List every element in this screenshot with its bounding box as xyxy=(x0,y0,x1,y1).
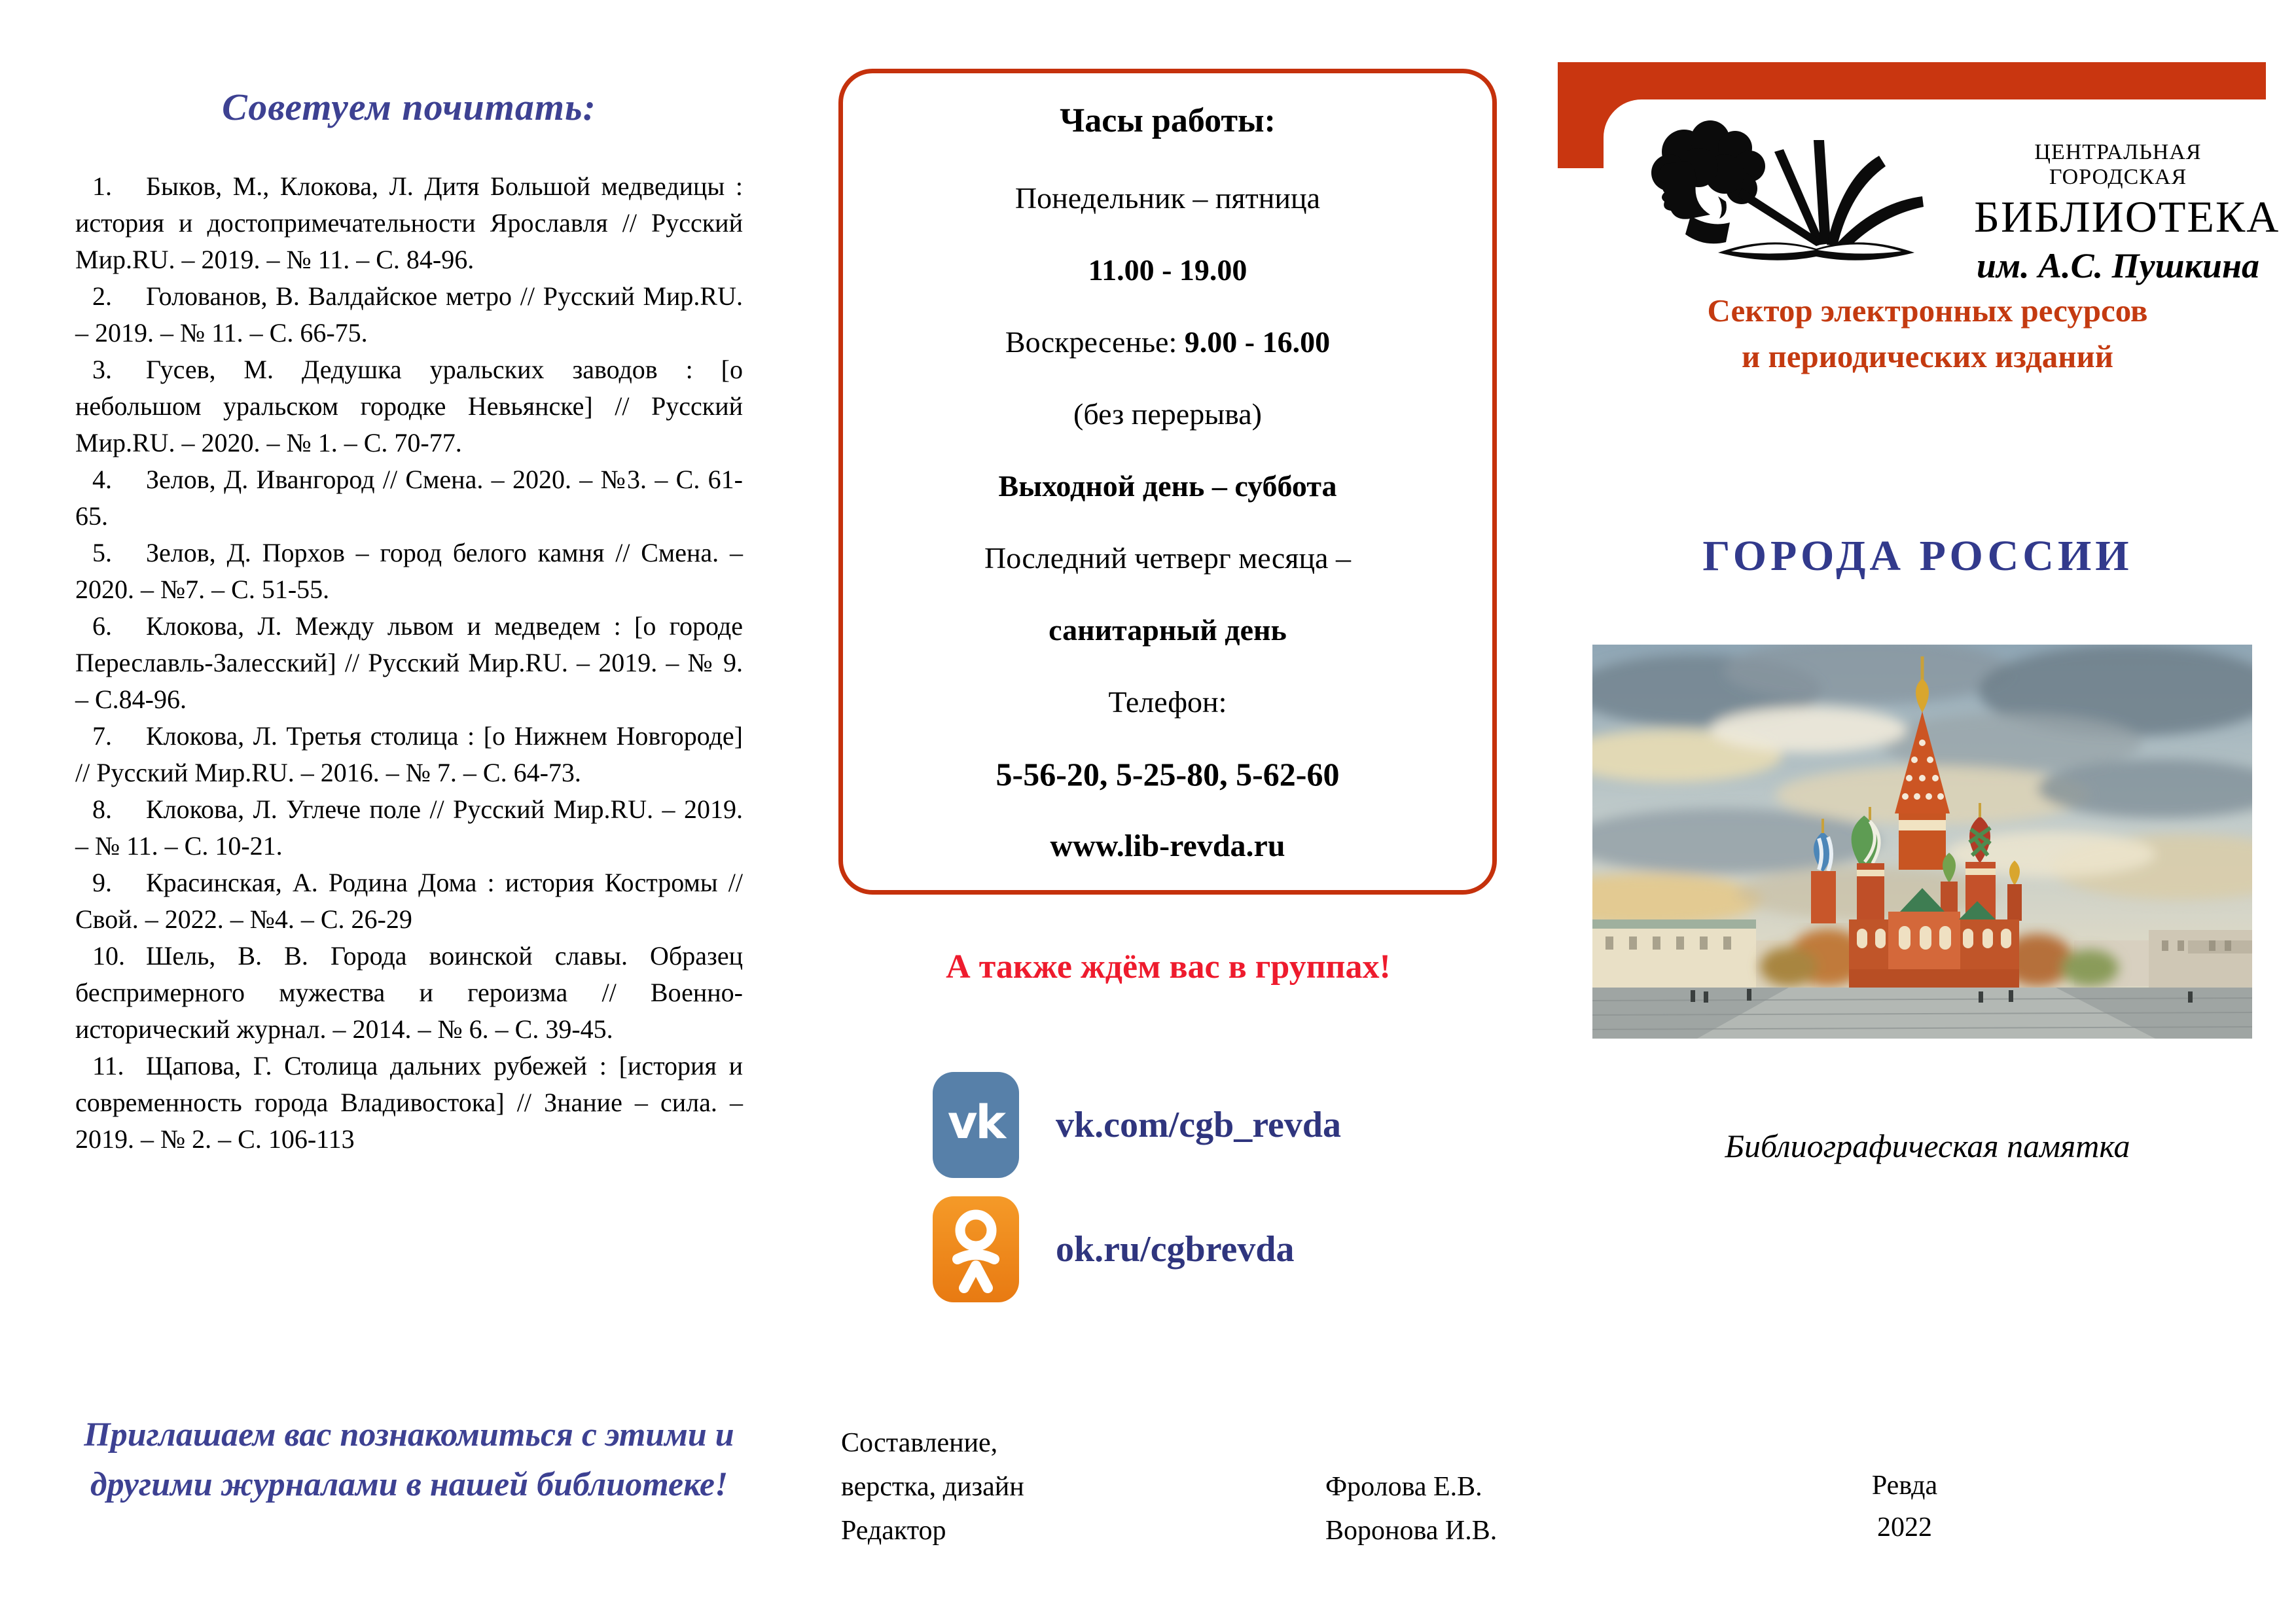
brochure-title: ГОРОДА РОССИИ xyxy=(1702,532,2133,580)
hours-line: (без перерыва) xyxy=(1073,397,1262,431)
list-item: 2. Голованов, В. Валдайское метро // Русский Мир.RU. – 2019. – № 11. – С. 66-75. xyxy=(75,281,743,348)
social-links xyxy=(933,1072,1341,1321)
phone-numbers: 5-56-20, 5-25-80, 5-62-60 xyxy=(996,756,1340,793)
hours-title: Часы работы: xyxy=(1060,102,1276,139)
st-basils-photo xyxy=(1592,645,2252,1039)
list-item: 6. Клокова, Л. Между львом и медведем : [о городе Переславль-Залесский] // Русский Мир.RU. – 2019. – № 9. – С.84-96. xyxy=(75,611,743,714)
list-item: 3. Гусев, М. Дедушка уральских заводов : [о небольшом уральском городке Невьянске] // Русский Мир.RU. – 2020. – № 1. – С. 70-77. xyxy=(75,355,743,457)
website-link[interactable]: www.lib-revda.ru xyxy=(1050,829,1285,863)
recommended-reading-panel xyxy=(75,65,743,1158)
phone-label: Телефон: xyxy=(1108,685,1227,719)
library-name: ЦЕНТРАЛЬНАЯ ГОРОДСКАЯ БИБЛИОТЕКА им. А.С. Пушкина xyxy=(1974,140,2280,285)
sector-subtitle: Сектор электронных ресурсов и периодических изданий xyxy=(1707,293,2148,374)
vk-icon[interactable]: vk xyxy=(933,1072,1019,1178)
list-item: 1. Быков, М., Клокова, Л. Дитя Большой медведицы : история и достопримечательности Ярославля // Русский Мир.RU. – 2019. – № 11. – С. 84-96. xyxy=(75,171,743,274)
imprint-year: 2022 xyxy=(1877,1512,1932,1543)
hours-line: санитарный день xyxy=(1049,613,1287,647)
vk-row xyxy=(933,1072,1341,1178)
vk-link[interactable]: vk.com/cgb_revda xyxy=(1056,1105,1342,1145)
imprint-city: Ревда xyxy=(1871,1471,1938,1501)
list-item: 7. Клокова, Л. Третья столица : [о Нижнем Новгороде] // Русский Мир.RU. – 2016. – № 7. – С. 64-73. xyxy=(75,721,743,787)
brochure-type-caption: Библиографическая памятка xyxy=(1725,1128,2130,1164)
hours-line: 11.00 - 19.00 xyxy=(1088,253,1247,287)
list-item: 8. Клокова, Л. Углече поле // Русский Мир.RU. – 2019. – № 11. – С. 10-21. xyxy=(75,794,743,861)
st-basils-illustration xyxy=(1592,645,2252,1039)
hours-line: Последний четверг месяца – xyxy=(984,541,1351,575)
library-logo-box xyxy=(1604,99,2280,296)
ok-row xyxy=(933,1196,1341,1302)
list-item: 10. Шель, В. В. Города воинской славы. Образец беспримерного мужества и героизма // Военно-исторический журнал. – 2014. – № 6. – С. 39-45. xyxy=(75,941,743,1044)
groups-note: А также ждём вас в группах! xyxy=(946,948,1391,986)
hours-line: Выходной день – суббота xyxy=(998,469,1337,503)
opening-hours-box xyxy=(838,69,1497,895)
ok-icon[interactable] xyxy=(933,1196,1019,1302)
hours-line: Воскресенье: 9.00 - 16.00 xyxy=(1005,325,1331,359)
invitation-text: Приглашаем вас познакомиться с этими и другими журналами в нашей библиотеке! xyxy=(84,1416,734,1503)
credits-block xyxy=(841,1421,1548,1553)
pushkin-book-logo-icon xyxy=(1620,118,1986,275)
credit-roles: Составление, верстка, дизайн Редактор xyxy=(841,1428,1024,1546)
imprint xyxy=(1767,1465,2042,1548)
credit-names: Фролова Е.В. Воронова И.В. xyxy=(1325,1472,1498,1546)
list-item: 5. Зелов, Д. Порхов – город белого камня // Смена. – 2020. – №7. – С. 51-55. xyxy=(75,538,743,604)
page-title: Советуем почитать: xyxy=(222,86,596,128)
bibliography-list xyxy=(75,168,743,1158)
list-item: 4. Зелов, Д. Ивангород // Смена. – 2020. – №3. – С. 61-65. xyxy=(75,465,743,531)
list-item: 11. Щапова, Г. Столица дальних рубежей : [история и современность города Владивостока] // Знание – сила. – 2019. – № 2. – С. 106-113 xyxy=(75,1051,743,1154)
ok-link[interactable]: ok.ru/cgbrevda xyxy=(1056,1229,1295,1270)
ok-figure-icon xyxy=(933,1196,1019,1302)
list-item: 9. Красинская, А. Родина Дома : история Костромы // Свой. – 2022. – №4. – С. 26-29 xyxy=(75,868,743,934)
hours-line: Понедельник – пятница xyxy=(1014,181,1321,215)
